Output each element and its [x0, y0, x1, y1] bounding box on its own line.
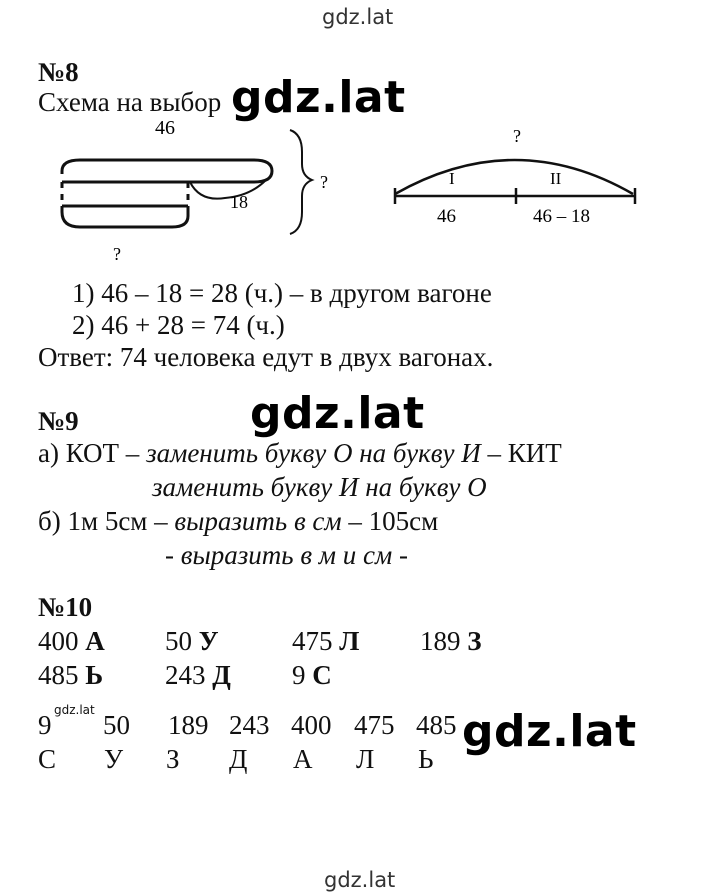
- pair-243: 243 Д: [165, 660, 231, 690]
- diagram1-bottom-label: ?: [113, 244, 121, 264]
- seq-num-3: 243: [229, 710, 270, 740]
- task8-intro: Схема на выбор: [38, 87, 222, 117]
- task8-answer: Ответ: 74 человека едут в двух вагонах.: [38, 342, 494, 372]
- task9-b-line1: [38, 506, 438, 537]
- seq-letter-4: А: [293, 744, 313, 774]
- diagram1-top-label: 46: [155, 117, 175, 139]
- task9-a-suffix: – КИТ: [480, 438, 562, 468]
- watermark-overlay-1: gdz.lat: [227, 72, 410, 123]
- task9-a-italic: заменить букву О на букву И: [146, 438, 481, 468]
- task9-a-line2: заменить букву И на букву О: [152, 472, 487, 502]
- task8-step1: 1) 46 – 18 = 28 (ч.) – в другом вагоне: [72, 278, 492, 308]
- seq-letter-1: У: [104, 744, 124, 774]
- watermark-overlay-3: gdz.lat: [462, 706, 637, 757]
- pair-189: 189 З: [420, 626, 482, 656]
- diagram2-part1-label: I: [449, 169, 455, 188]
- task8-number: №8: [38, 57, 79, 87]
- task9-number: №9: [38, 406, 79, 436]
- diagram2-top-label: ?: [513, 126, 521, 146]
- task9-b-line2: - выразить в м и см -: [165, 540, 408, 570]
- pair-475: 475 Л: [292, 626, 360, 656]
- task9-a-prefix: а) КОТ –: [38, 438, 147, 468]
- pair-400: 400 А: [38, 626, 105, 656]
- seq-num-4: 400: [291, 710, 332, 740]
- task9-a-line1: [38, 438, 562, 469]
- seq-num-2: 189: [168, 710, 209, 740]
- task9-b-suffix: – 105см: [341, 506, 439, 536]
- diagram1-bracket-label: ?: [320, 172, 328, 192]
- diagram1-side-label: 18: [230, 192, 248, 212]
- watermark-overlay-2: gdz.lat: [250, 388, 425, 439]
- seq-letter-5: Л: [356, 744, 375, 774]
- task9-b-italic: выразить в см: [174, 506, 342, 536]
- seq-num-6: 485: [416, 710, 457, 740]
- seq-num-1: 50: [103, 710, 130, 740]
- task10-number: №10: [38, 592, 93, 622]
- seq-letter-0: С: [38, 744, 57, 774]
- seq-num-5: 475: [354, 710, 395, 740]
- diagram2-part2-label: II: [550, 169, 562, 188]
- seq-letter-3: Д: [229, 744, 248, 774]
- superscript-watermark: gdz.lat: [54, 703, 95, 717]
- pair-485: 485 Ь: [38, 660, 104, 690]
- diagram-arc: [385, 118, 655, 238]
- diagram-bars: [50, 112, 350, 272]
- seq-num-0: 9: [38, 710, 52, 740]
- seq-letter-2: З: [166, 744, 180, 774]
- diagram2-seg1-label: 46: [437, 206, 456, 227]
- pair-9: 9 С: [292, 660, 332, 690]
- bottom-watermark: gdz.lat: [324, 868, 396, 892]
- task8-step2: 2) 46 + 28 = 74 (ч.): [72, 310, 285, 340]
- top-watermark: gdz.lat: [322, 5, 394, 29]
- task9-b-prefix: б) 1м 5см –: [38, 506, 175, 536]
- pair-50: 50 У: [165, 626, 219, 656]
- seq-letter-6: Ь: [418, 744, 434, 774]
- diagram2-seg2-label: 46 – 18: [533, 206, 590, 227]
